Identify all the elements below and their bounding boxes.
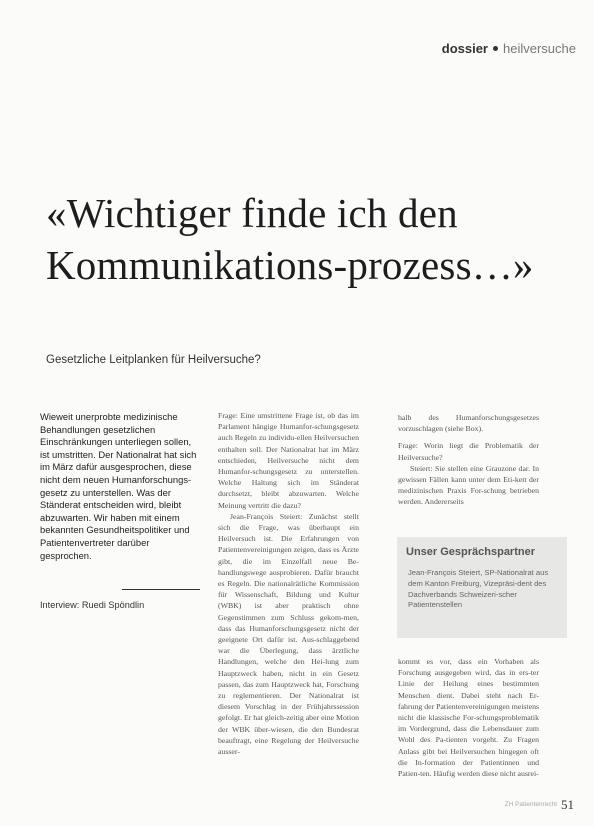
infobox-title: Unser Gesprächspartner [406, 546, 535, 558]
byline: Interview: Ruedi Spöndlin [40, 600, 145, 610]
body-paragraph: halb des Humanforschungsgesetzes vorzuschlagen (siehe Box). [398, 413, 539, 434]
infobox-text: Jean-François Steiert, SP-Nationalrat aus dem Kanton Freiburg, Vizepräsi-dent des Dachverbands Schweizeri-scher Patientenstellen [408, 568, 549, 610]
bullet-dot-icon [493, 46, 498, 51]
page-footer [505, 796, 574, 814]
body-paragraph: kommt es vor, dass ein Vorhaben als Forschung ausgegeben wird, das in ers-ter Linie der Heilung eines bestimmten Menschen dient. Dabei steht nach Er-fahrung der Patientenvereinigungen meistens nicht die klassische For-schungsproblematik im Vordergrund, dass die Lebensdauer zum Wohl des Pa-tienten vorgeht. Zu Fragen Anlass gibt bei Heilversuchen hingegen oft die In-formation der Patientinnen und Patien-ten. Häufig werden diese nicht ausrei- [398, 657, 539, 779]
body-column-right-top [398, 412, 539, 508]
body-column-left [218, 410, 359, 757]
intro-text: Wieweit unerprobte medizinische Behandlungen gesetzlichen Einschränkungen unterliegen sollen, ist umstritten. Der Nationalrat hat sich im März dafür ausgesprochen, diese nicht dem neuen Humanforschungs-gesetz zu unterstellen. Was der Ständerat entscheiden wird, bleibt abzuwarten. Wir haben mit einem bekannten Gesundheitspolitiker und Patientenvertreter darüber gesprochen. [40, 411, 197, 561]
page-number: 51 [561, 796, 574, 812]
body-paragraph: Frage: Eine umstrittene Frage ist, ob das im Parlament hängige Humanfor-schungsgesetz auch Regeln zu individu-ellen Heilversuchen enthalten soll. Der Nationalrat hat im März entschieden, Heilversuche nicht dem Humanfor-schungsgesetz zu unterstellen. Welche Haltung sich im Ständerat durchsetzt, bleibt abzuwarten. Welche Meinung vertritt die dazu? [218, 411, 359, 510]
headline: «Wichtiger finde ich den Kommunikations-prozess…» [46, 190, 534, 288]
interview-partner-box [397, 537, 567, 638]
body-column-right-bottom [398, 656, 539, 779]
body-paragraph: Steiert: Sie stellen eine Grauzone dar. In gewissen Fällen kann unter dem Eti-kett der medizinischen Praxis For-schung betrieben werden. Andererseits [398, 463, 539, 507]
question-paragraph: Frage: Worin liegt die Problematik der Heilversuche? [398, 441, 539, 462]
topic-label: heilversuche [503, 41, 576, 56]
byline-divider [122, 589, 200, 590]
publication-name: ZH Patientenrecht [504, 801, 557, 809]
body-paragraph: Jean-François Steiert: Zunächst stellt sich die Frage, was überhaupt ein Heilversuch ist. Die Erfahrungen von Patientenvereinigungen zeigen, dass es Ärzte gibt, die im Einzelfall neue Be-handlungswege ausprobieren. Dafür braucht es Regeln. Die nationalrätliche Kommission für Wissenschaft, Bildung und Kultur (WBK) ist aber praktisch ohne Gegenstimmen zum Schluss gekom-men, dass das Humanforschungsgesetz nicht der geeignete Ort dafür ist. Aus-schlaggebend war die Überlegung, dass ärztliche Handlungen, welche den Hei-lung zum Hauptzweck haben, nicht in ein Gesetz passen, das zum Hauptzweck hat, Forschung zu reglementieren. Der Nationalrat ist diesem Vorschlag in der Frühjahrssession gefolgt. Er hat gleich-zeitig aber eine Motion der WBK über-wiesen, die den Bundesrat beauftragt, eine Regelung der Heilversuche ausser- [218, 511, 359, 757]
subtitle: Gesetzliche Leitplanken für Heilversuche? [46, 354, 261, 366]
running-head [442, 41, 576, 56]
section-label: dossier [441, 41, 488, 56]
